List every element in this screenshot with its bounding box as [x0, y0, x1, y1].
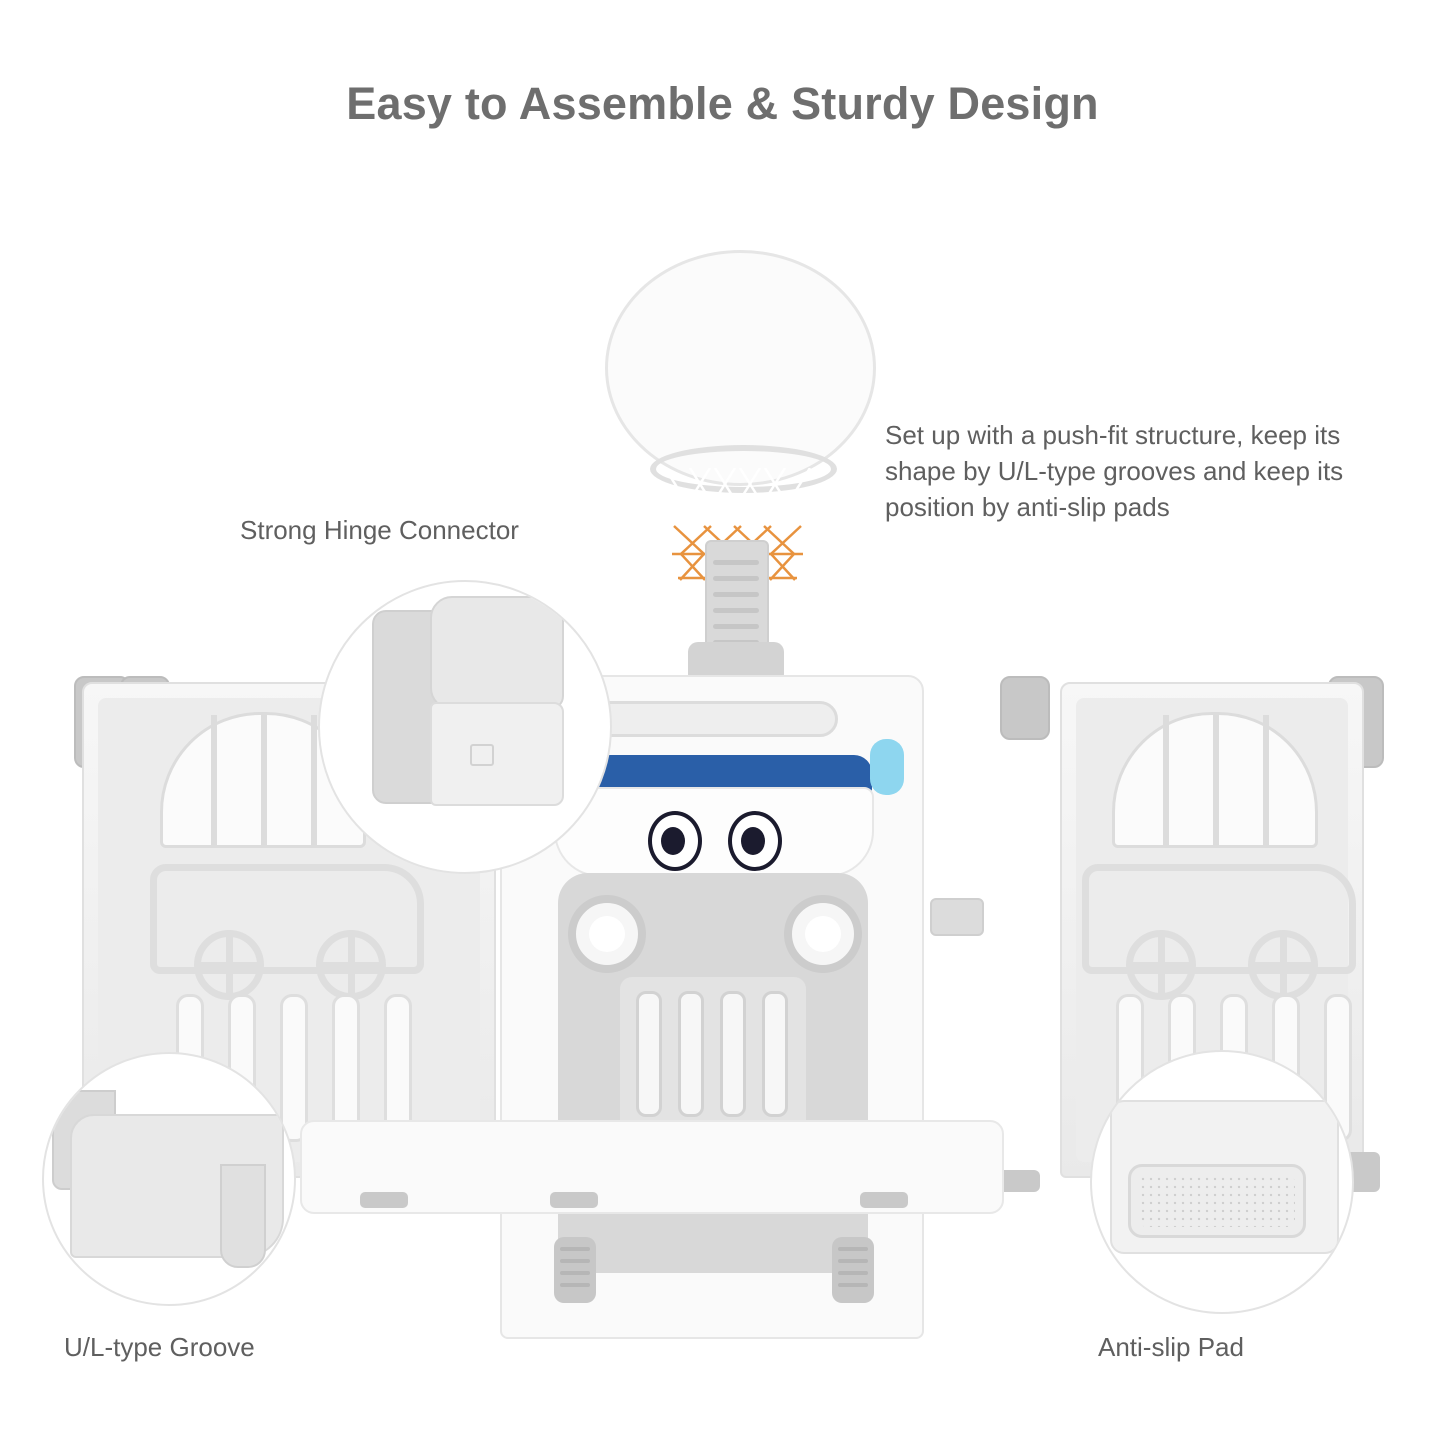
magnifier-circle-hinge [318, 580, 612, 874]
wheel-emboss-left-b [316, 930, 386, 1000]
hinge-connector-bottom [430, 702, 564, 806]
gate-latch[interactable] [930, 898, 984, 936]
car-tire-left [554, 1237, 596, 1303]
car-windshield [554, 787, 874, 877]
magnifier-circle-groove [42, 1052, 296, 1306]
wheel-emboss-left-a [194, 930, 264, 1000]
headlight-left [568, 895, 646, 973]
callout-label-groove: U/L-type Groove [64, 1332, 255, 1362]
groove-lip [220, 1164, 266, 1268]
anti-slip-pad-texture [1139, 1175, 1295, 1227]
headlight-right [784, 895, 862, 973]
magnifier-circle-antislip [1090, 1050, 1354, 1314]
panel-carry-handle [582, 701, 838, 737]
callout-label-hinge: Strong Hinge Connector [240, 515, 519, 545]
wheel-emboss-right-a [1126, 930, 1196, 1000]
description-text: Set up with a push-fit structure, keep its shape by U/L-type grooves and keep its position by anti-slip pads [885, 420, 1344, 522]
rail-foot-c [860, 1192, 908, 1208]
side-mirror-right [870, 739, 904, 795]
rail-foot-a [360, 1192, 408, 1208]
car-tire-right [832, 1237, 874, 1303]
car-eye-right [728, 811, 782, 871]
page-title: Easy to Assemble & Sturdy Design [346, 78, 1099, 129]
post-right-inner [1000, 676, 1050, 740]
hinge-connector-top [430, 596, 564, 710]
callout-label-antislip: Anti-slip Pad [1098, 1332, 1244, 1362]
car-eye-left [648, 811, 702, 871]
wheel-emboss-right-b [1248, 930, 1318, 1000]
anti-slip-pad [1128, 1164, 1306, 1238]
arch-window-right [1112, 712, 1318, 848]
hinge-detail-notch [470, 744, 494, 766]
rail-foot-b [550, 1192, 598, 1208]
